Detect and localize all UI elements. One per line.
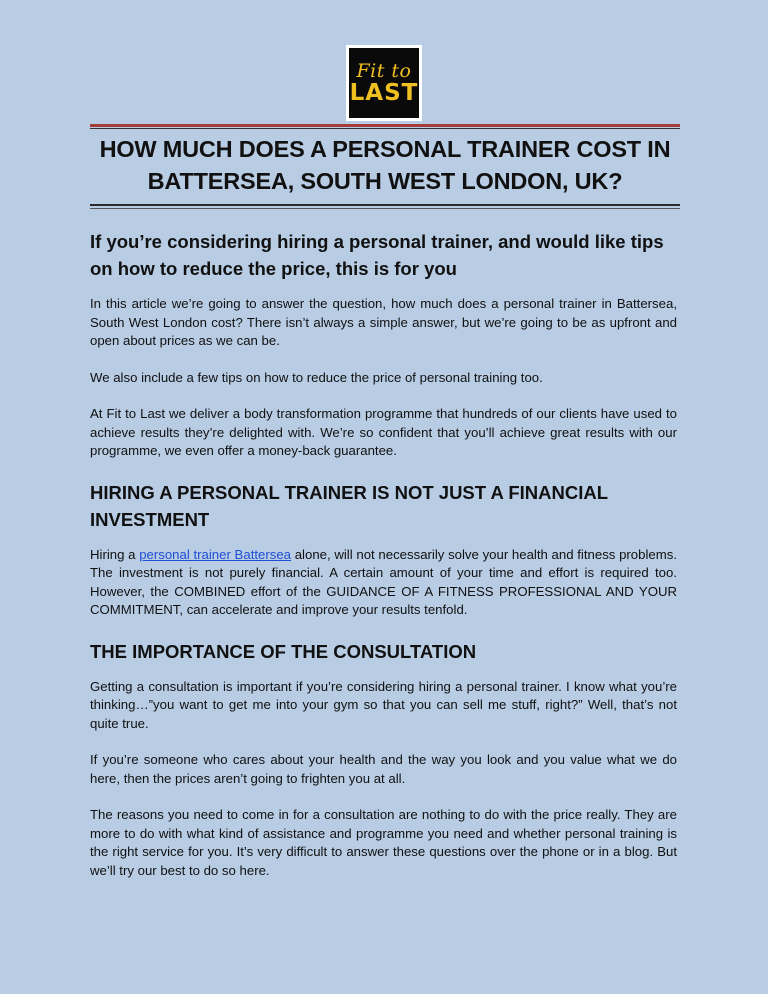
title-bottom-rule-thin [90, 208, 680, 209]
logo-badge [349, 48, 419, 118]
investment-paragraph [90, 546, 677, 620]
section-heading-investment: HIRING A PERSONAL TRAINER IS NOT JUST A FINANCIAL INVESTMENT [90, 481, 608, 530]
article-body [90, 228, 677, 898]
personal-trainer-battersea-link[interactable]: personal trainer Battersea [139, 546, 292, 562]
consultation-paragraph-3: The reasons you need to come in for a consultation are nothing to do with the price really. They are more to do with what kind of assistance and programme you need and whether personal training is the right service for you. It’s very difficult to answer these questions over the phone or in a blog. But we’ll try our best to do so here. [90, 807, 677, 878]
article-subtitle: If you’re considering hiring a personal trainer, and would like tips on how to reduce the price, this is for you [90, 231, 664, 279]
title-top-rule-dark [90, 128, 680, 129]
fit-to-last-logo [346, 45, 422, 121]
consultation-paragraph-2: If you’re someone who cares about your health and the way you look and you value what we do here, then the prices aren’t going to frighten you at all. [90, 752, 677, 786]
investment-text-end: alone, will not necessarily solve your health and fitness problems. The investment is not purely financial. A certain amount of your time and effort is required too. However, the COMBINED effort of the GUIDANCE OF A FITNESS PROFESSIONAL AND YOUR COMMITMENT, can accelerate and improve your results tenfold. [90, 546, 677, 617]
intro-paragraph-2: We also include a few tips on how to reduce the price of personal training too. [90, 369, 543, 385]
intro-paragraph-3: At Fit to Last we deliver a body transformation programme that hundreds of our clients have used to achieve results they’re delighted with. We’re so confident that you’ll achieve great results with our programme, we even offer a money-back guarantee. [90, 406, 677, 458]
title-bottom-rule [90, 204, 680, 206]
logo-text-last: LAST [349, 80, 419, 106]
consultation-paragraph-1: Getting a consultation is important if you’re considering hiring a personal trainer. I know what you’re thinking…”you want to get me into your gym so that you can sell me stuff, right?” Well, that’s not quite true. [90, 678, 677, 731]
intro-paragraph-1: In this article we’re going to answer the question, how much does a personal trainer in Battersea, South West London cost? There isn’t always a simple answer, but we’re going to be as upfront and open about prices as we can be. [90, 296, 677, 348]
title-top-rule-red [90, 124, 680, 127]
investment-text-start: Hiring a [90, 546, 140, 562]
document-title: HOW MUCH DOES A PERSONAL TRAINER COST IN BATTERSEA, SOUTH WEST LONDON, UK? [99, 136, 671, 194]
section-heading-consultation: THE IMPORTANCE OF THE CONSULTATION [90, 640, 477, 662]
logo-text-fit-to: Fit to [356, 60, 412, 82]
